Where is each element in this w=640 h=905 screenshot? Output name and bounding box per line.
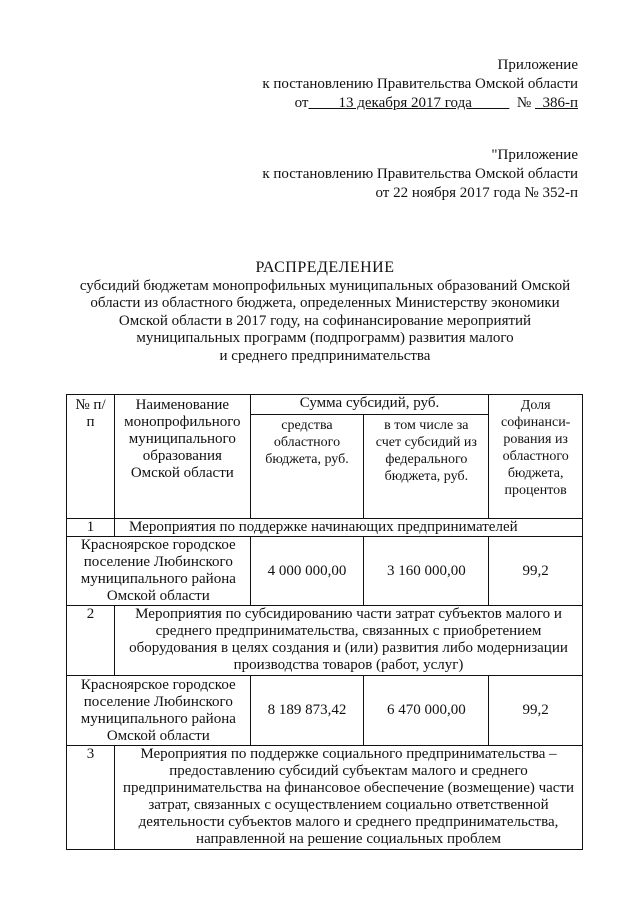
title-line: муниципальных программ (подпрограмм) развития малого [136, 330, 514, 346]
document-title [40, 259, 610, 365]
section-num: 2 [67, 606, 115, 676]
header-row [67, 395, 583, 415]
section-title: Мероприятия по поддержке начинающих предпринимателей [115, 519, 583, 537]
header-sum: Сумма субсидий, руб. [250, 395, 489, 415]
appendix-previous [262, 146, 578, 203]
section-row [67, 606, 583, 676]
federal-amount: 3 160 000,00 [364, 537, 489, 606]
regional-amount: 8 189 873,42 [250, 676, 364, 746]
section-num: 3 [67, 746, 115, 850]
appendix-label: Приложение [497, 57, 578, 73]
appendix-resolution-line: к постановлению Правительства Омской области [262, 76, 578, 92]
section-num: 1 [67, 519, 115, 537]
section-row [67, 519, 583, 537]
municipality-name: Красноярское городское поселение Любинского муниципального района Омской области [67, 676, 251, 746]
number-value-wrap [535, 95, 578, 111]
share-percent: 99,2 [489, 537, 583, 606]
title-heading: РАСПРЕДЕЛЕНИЕ [255, 259, 395, 276]
regional-amount: 4 000 000,00 [250, 537, 364, 606]
date-value: 13 декабря 2017 года [338, 95, 472, 111]
header-num: № п/п [67, 395, 115, 519]
header-name: Наименование монопрофильного муниципального образования Омской области [115, 395, 251, 519]
number-value: 386-п [542, 95, 578, 111]
number-label: № [516, 95, 532, 111]
title-line: области из областного бюджета, определенных Министерству экономики [90, 295, 560, 311]
share-percent: 99,2 [489, 676, 583, 746]
appendix-date-line [262, 94, 578, 113]
section-title: Мероприятия по субсидированию части затрат субъектов малого и среднего предпринимательства, связанных с приобретением оборудования в целях создания и (или) развития либо модернизации производства товаров (работ, услуг) [115, 606, 583, 676]
appendix-prev-resolution-line: к постановлению Правительства Омской области [262, 166, 578, 182]
municipality-name: Красноярское городское поселение Любинского муниципального района Омской области [67, 537, 251, 606]
title-line: и среднего предпринимательства [219, 347, 431, 364]
section-title: Мероприятия по поддержке социального предпринимательства – предоставлению субсидий субъектам малого и среднего предпринимательства на финансовое обеспечение (возмещение) части затрат, связанных с осуществлением социально ответственной деятельности субъектов малого и среднего предпринимательства, направленной на решение социальных проблем [115, 746, 583, 850]
header-sum-federal: в том числе за счет субсидий из федерального бюджета, руб. [364, 415, 489, 519]
federal-amount: 6 470 000,00 [364, 676, 489, 746]
section-row [67, 746, 583, 850]
appendix-prev-label: "Приложение [491, 147, 578, 163]
distribution-table [66, 394, 583, 850]
date-prefix: от [294, 95, 309, 111]
appendix-prev-date-line: от 22 ноября 2017 года № 352-п [375, 185, 578, 201]
appendix-current [262, 56, 578, 113]
header-share: Доля софинанси-рования из областного бюджета, процентов [489, 395, 583, 519]
title-line: субсидий бюджетам монопрофильных муниципальных образований Омской [79, 277, 571, 294]
header-sum-regional: средства областного бюджета, руб. [250, 415, 364, 519]
table-row [67, 676, 583, 746]
date-value-wrap [308, 95, 509, 111]
table-row [67, 537, 583, 606]
title-line: Омской области в 2017 году, на софинансирование мероприятий [118, 312, 532, 329]
